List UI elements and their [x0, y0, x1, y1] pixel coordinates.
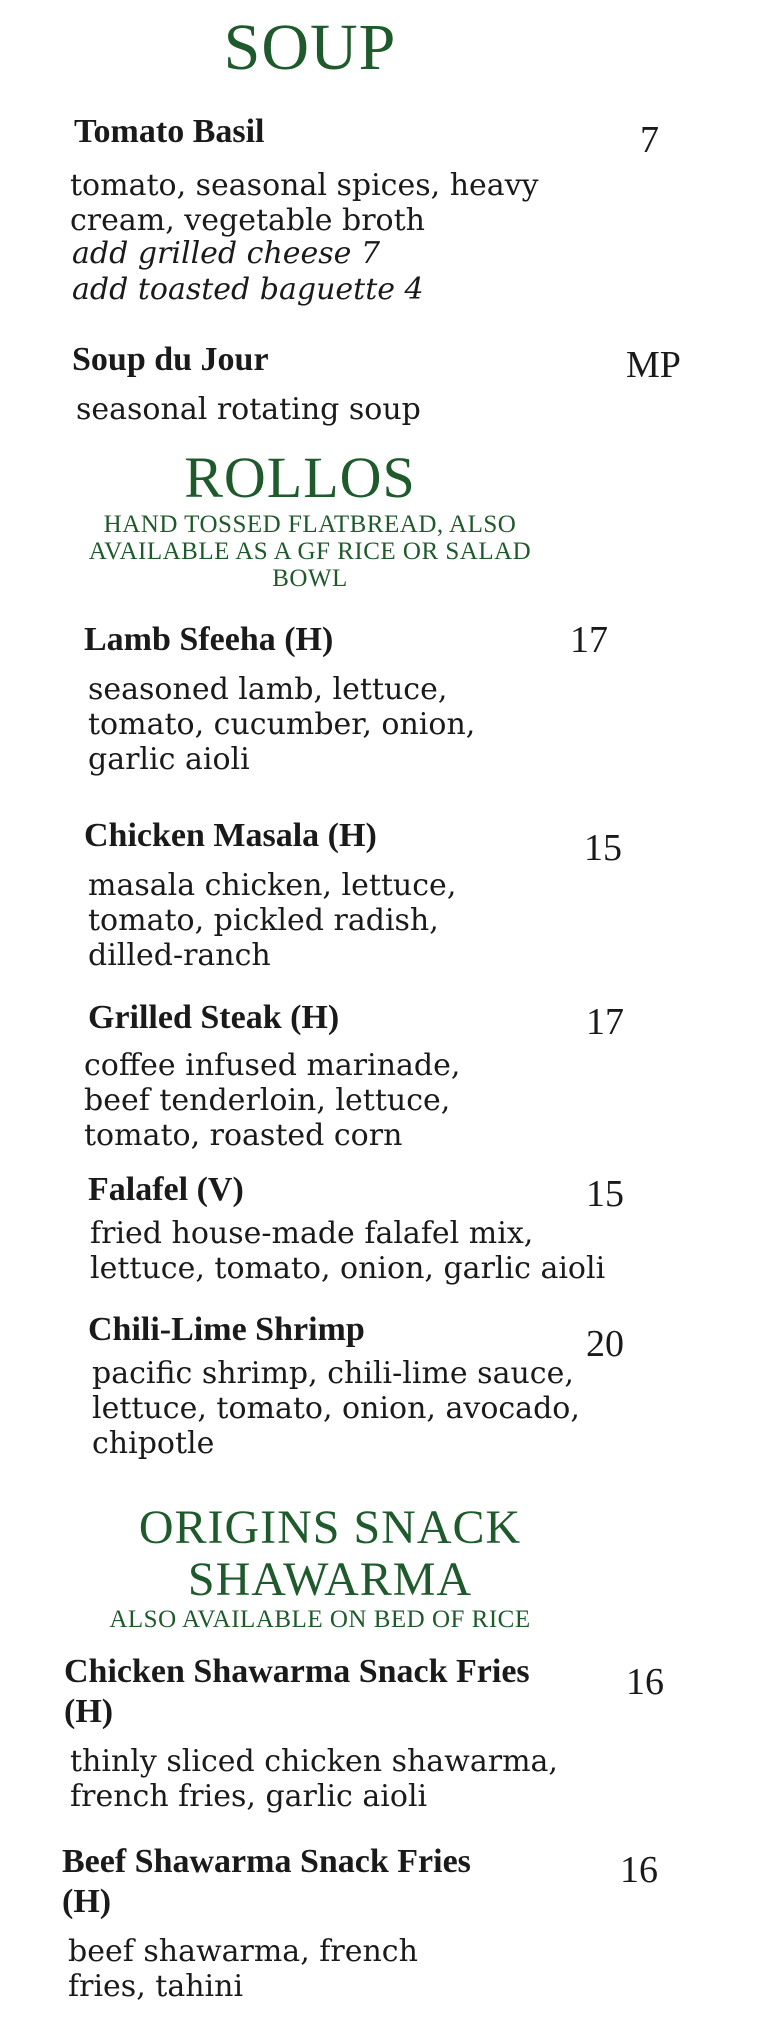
menu-item-price: MP [626, 344, 681, 386]
menu-item-price: 20 [586, 1323, 624, 1365]
menu-item-description: cream, vegetable broth [70, 203, 425, 238]
menu-item-description: tomato, cucumber, onion, [88, 707, 476, 742]
menu-item-description: tomato, seasonal spices, heavy [70, 168, 539, 203]
menu-item-name: Soup du Jour [72, 341, 269, 378]
shawarma-section-title: SHAWARMA [187, 1553, 473, 1606]
menu-item-name: Lamb Sfeeha (H) [84, 621, 334, 658]
menu-item-description: lettuce, tomato, onion, garlic aioli [90, 1251, 606, 1286]
soup-section-title: SOUP [223, 11, 397, 84]
menu-item-description: beef tenderloin, lettuce, [84, 1083, 451, 1118]
rollos-section-title: ROLLOS [184, 445, 416, 510]
menu-item-description: coffee infused marinade, [84, 1048, 461, 1083]
menu-item-addon: add grilled cheese 7 [72, 236, 381, 271]
menu-item-name: Chili-Lime Shrimp [88, 1311, 365, 1348]
menu-item-description: fried house-made falafel mix, [90, 1216, 534, 1251]
menu-item-description: pacific shrimp, chili-lime sauce, [92, 1356, 574, 1391]
section-note: BOWL [272, 565, 348, 592]
menu-item-price: 7 [640, 119, 659, 161]
section-note: AVAILABLE AS A GF RICE OR SALAD [88, 538, 532, 565]
menu-item-description: garlic aioli [88, 742, 250, 777]
menu-item-description: seasoned lamb, lettuce, [88, 672, 448, 707]
menu-item-name: Tomato Basil [74, 113, 265, 150]
menu-item-name: Chicken Shawarma Snack Fries [64, 1653, 530, 1690]
menu-item-description: seasonal rotating soup [76, 392, 421, 427]
menu-item-description: chipotle [92, 1426, 215, 1461]
shawarma-section-title: ORIGINS SNACK [138, 1501, 522, 1554]
menu-item-description: dilled-ranch [88, 938, 271, 973]
menu-item-description: thinly sliced chicken shawarma, [70, 1744, 558, 1779]
menu-item-description: tomato, pickled radish, [88, 903, 439, 938]
menu-item-description: beef shawarma, french [68, 1934, 418, 1969]
menu-item-description: french fries, garlic aioli [70, 1779, 428, 1814]
menu-item-price: 17 [570, 619, 608, 661]
menu-item-price: 15 [584, 827, 622, 869]
menu-item-name: Beef Shawarma Snack Fries [62, 1843, 471, 1880]
menu-item-name: Falafel (V) [88, 1171, 244, 1208]
menu-item-price: 15 [586, 1173, 624, 1215]
menu-item-name: Chicken Masala (H) [84, 817, 377, 854]
menu-item-addon: add toasted baguette 4 [72, 272, 424, 307]
menu-item-price: 16 [620, 1849, 658, 1891]
menu-item-description: masala chicken, lettuce, [88, 868, 457, 903]
menu-item-name: Grilled Steak (H) [88, 999, 340, 1036]
menu-item-description: lettuce, tomato, onion, avocado, [92, 1391, 580, 1426]
menu-item-description: tomato, roasted corn [84, 1118, 403, 1153]
menu-item-description: fries, tahini [68, 1969, 244, 2004]
section-note: ALSO AVAILABLE ON BED OF RICE [109, 1606, 531, 1633]
menu-item-price: 16 [626, 1661, 664, 1703]
section-note: HAND TOSSED FLATBREAD, ALSO [103, 511, 517, 538]
menu-item-price: 17 [586, 1001, 624, 1043]
menu-item-name: (H) [64, 1693, 114, 1730]
menu-item-name: (H) [62, 1883, 112, 1920]
